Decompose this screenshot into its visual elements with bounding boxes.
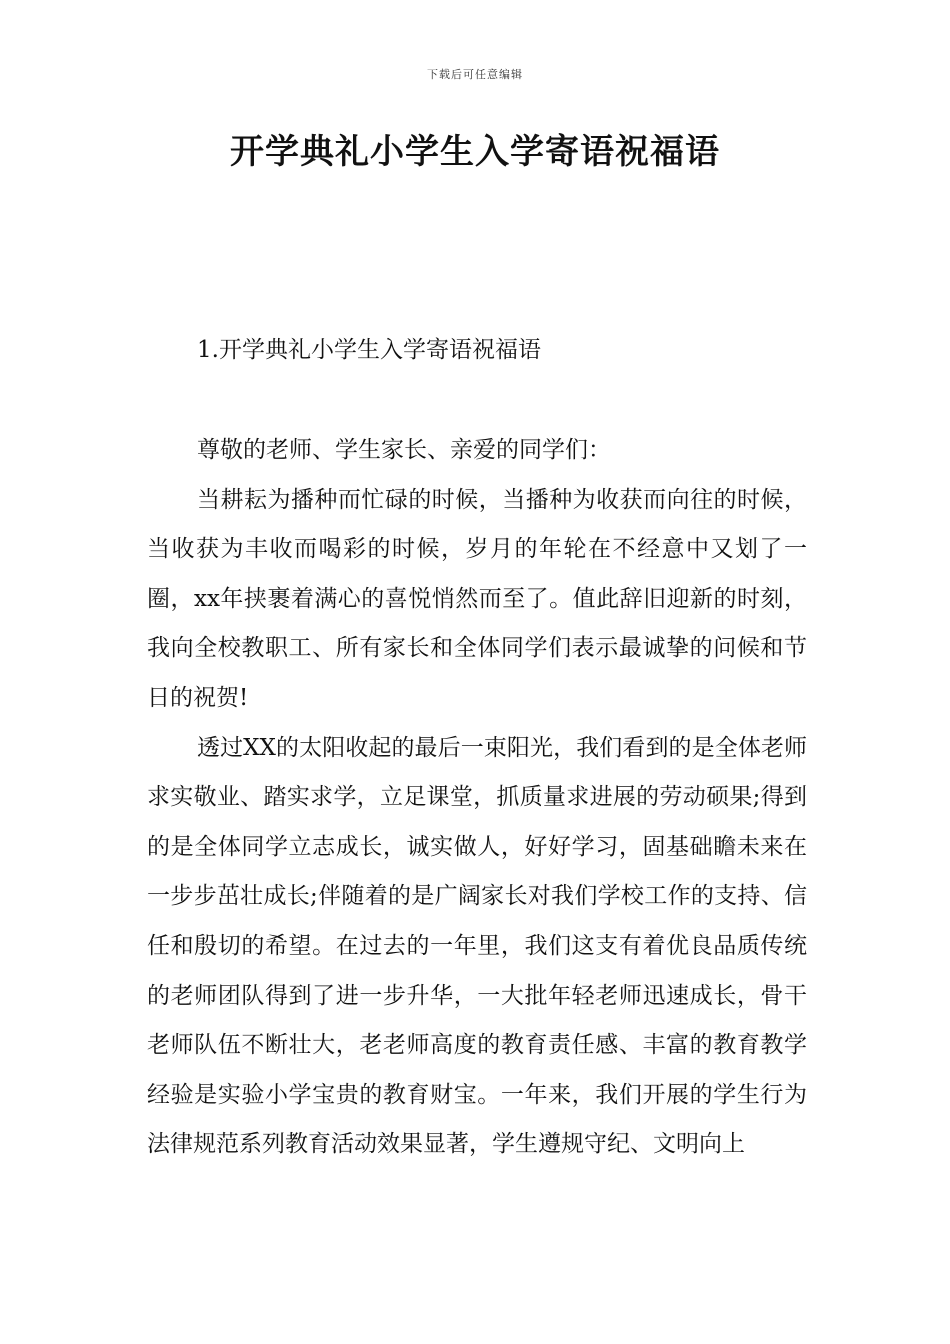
document-title: 开学典礼小学生入学寄语祝福语 (230, 132, 720, 172)
document-body (147, 426, 807, 1170)
paragraph-1: 当耕耘为播种而忙碌的时候，当播种为收获而向往的时候，当收获为丰收而喝彩的时候，岁月的年轮在不经意中又划了一圈，xx年挟裹着满心的喜悦悄然而至了。值此辞旧迎新的时刻，我向全校教职工、所有家长和全体同学们表示最诚挚的问候和节日的祝贺! (147, 486, 807, 711)
header-note: 下载后可任意编辑 (427, 68, 523, 81)
salutation: 尊敬的老师、学生家长、亲爱的同学们： (197, 437, 611, 463)
paragraph-2: 透过XX的太阳收起的最后一束阳光，我们看到的是全体老师求实敬业、踏实求学，立足课堂，抓质量求进展的劳动硕果;得到的是全体同学立志成长，诚实做人，好好学习，固基础瞻未来在一步步茁壮成长;伴随着的是广阔家长对我们学校工作的支持、信任和殷切的希望。在过去的一年里，我们这支有着优良品质传统的老师团队得到了进一步升华，一大批年轻老师迅速成长，骨干老师队伍不断壮大，老老师高度的教育责任感、丰富的教育教学经验是实验小学宝贵的教育财宝。一年来，我们开展的学生行为法律规范系列教育活动效果显著，学生遵规守纪、文明向上 (147, 734, 807, 1158)
section-heading: 1.开学典礼小学生入学寄语祝福语 (197, 337, 541, 363)
